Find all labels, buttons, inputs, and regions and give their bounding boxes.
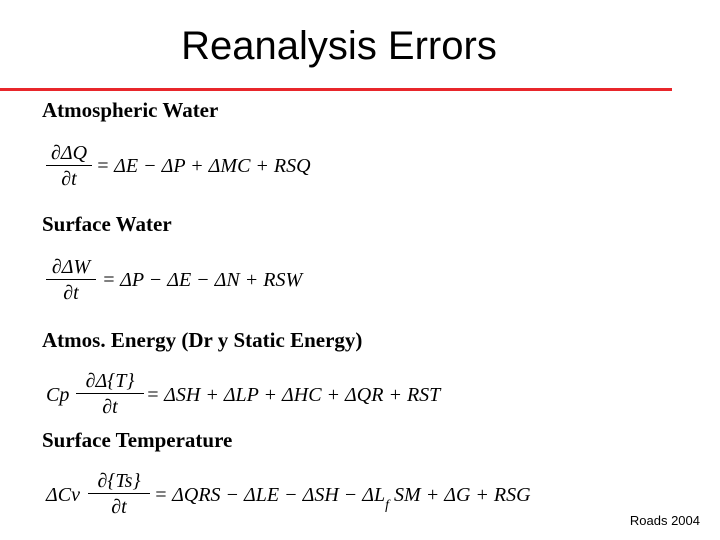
title-divider [0, 88, 672, 91]
fraction [76, 370, 144, 418]
equation-rhs: = ΔE − ΔP + ΔMC + RSQ [96, 155, 311, 177]
section-heading-atmos-energy: Atmos. Energy (Dr y Static Energy) [42, 328, 363, 352]
coefficient: ΔCv [46, 484, 80, 506]
coefficient: Cp [46, 384, 70, 406]
slide-title: Reanalysis Errors [181, 24, 497, 68]
rhs-part-2: SM + ΔG + RSG [389, 484, 531, 506]
fraction-bar [46, 165, 92, 166]
footer-credit: Roads 2004 [629, 513, 700, 528]
section-heading-atmospheric-water: Atmospheric Water [42, 98, 219, 122]
fraction-bar [76, 393, 144, 394]
rhs-subscript: f [385, 498, 390, 513]
rhs-part-1: = ΔQRS − ΔLE − ΔSH − ΔL [154, 484, 386, 506]
denominator: ∂t [111, 496, 127, 518]
numerator: ∂ΔW [51, 256, 91, 278]
section-heading-surface-temperature: Surface Temperature [42, 428, 233, 452]
numerator: ∂Δ{T} [85, 370, 135, 392]
section-heading-surface-water: Surface Water [42, 212, 172, 236]
denominator: ∂t [63, 282, 79, 304]
numerator: ∂{Ts} [97, 470, 141, 492]
numerator: ∂ΔQ [50, 142, 88, 164]
fraction-bar [46, 279, 96, 280]
fraction [88, 470, 150, 518]
fraction [46, 142, 92, 190]
fraction [46, 256, 96, 304]
equation-rhs: = ΔP − ΔE − ΔN + RSW [102, 269, 303, 291]
denominator: ∂t [61, 168, 77, 190]
fraction-bar [88, 493, 150, 494]
equation-rhs: = ΔSH + ΔLP + ΔHC + ΔQR + RST [146, 384, 441, 406]
denominator: ∂t [102, 396, 118, 418]
equation-rhs [154, 484, 531, 513]
